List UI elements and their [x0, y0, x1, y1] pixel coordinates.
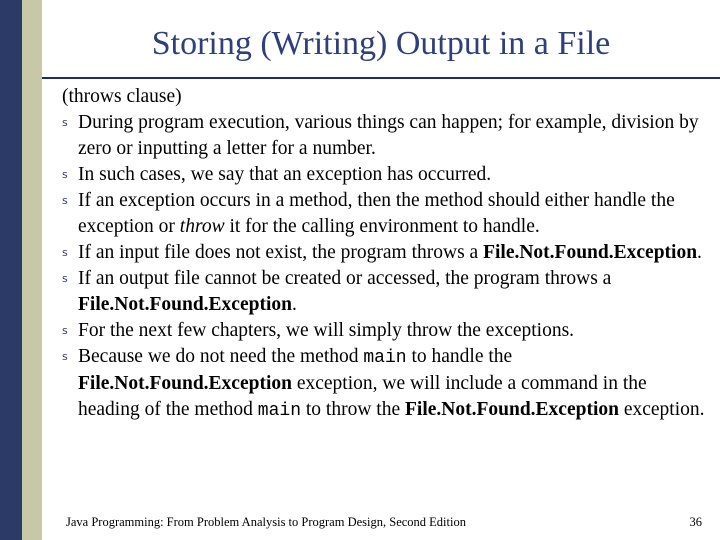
bullet-marker-icon: s: [62, 168, 68, 181]
bullet-item: [62, 266, 712, 318]
intro-text: (throws clause): [62, 86, 182, 107]
slide-title: Storing (Writing) Output in a File: [151, 25, 611, 62]
exception-name: File.Not.Found.Exception: [78, 373, 292, 394]
exception-name: File.Not.Found.Exception: [78, 294, 292, 315]
emphasis-throw: throw: [179, 216, 225, 237]
bullet-text: .: [291, 294, 297, 315]
bullet-text: During program execution, various things can happen; for example, division by zero or inputting a letter for a number.: [78, 112, 699, 159]
left-decorative-band-dark: [0, 0, 22, 540]
bullet-item: [62, 110, 712, 162]
bullet-text: exception, we will include a command in the heading of the method: [78, 373, 647, 420]
bullet-text: For the next few chapters, we will simply throw the exceptions.: [78, 320, 575, 341]
bullet-marker-icon: s: [62, 272, 68, 285]
bullet-item: [62, 240, 712, 266]
bullet-text: In such cases, we say that an exception has occurred.: [78, 164, 492, 185]
code-main: main: [257, 401, 302, 421]
bullet-marker-icon: s: [62, 116, 68, 129]
bullet-text: If an exception occurs in a method, then the method should either handle the exception or: [78, 190, 675, 237]
bullet-text: .: [697, 242, 702, 263]
page-number: 36: [689, 515, 702, 529]
bullet-text: If an input file does not exist, the program throws a: [78, 242, 484, 263]
bullet-item: [62, 318, 712, 344]
title-divider: [42, 77, 720, 79]
bullet-marker-icon: s: [62, 194, 68, 207]
bullet-item: [62, 188, 712, 240]
bullet-list: [62, 110, 712, 424]
bullet-marker-icon: s: [62, 246, 68, 259]
left-decorative-band-light: [22, 0, 42, 540]
bullet-text: Because we do not need the method: [78, 346, 364, 367]
bullet-text: it for the calling environment to handle.: [224, 216, 540, 237]
slide-content: [62, 84, 712, 424]
bullet-marker-icon: s: [62, 350, 68, 363]
code-main: main: [363, 348, 407, 368]
bullet-item: [62, 162, 712, 188]
footer-text: Java Programming: From Problem Analysis to Program Design, Second Edition: [66, 515, 466, 529]
bullet-text: to throw the: [301, 399, 405, 420]
exception-name: File.Not.Found.Exception: [405, 399, 619, 420]
bullet-text: exception.: [618, 399, 705, 420]
bullet-text: to handle the: [406, 346, 513, 367]
exception-name: File.Not.Found.Exception: [483, 242, 698, 263]
bullet-marker-icon: s: [62, 324, 68, 337]
bullet-text: If an output file cannot be created or accessed, the program throws a: [78, 268, 612, 289]
bullet-item: [62, 344, 712, 424]
